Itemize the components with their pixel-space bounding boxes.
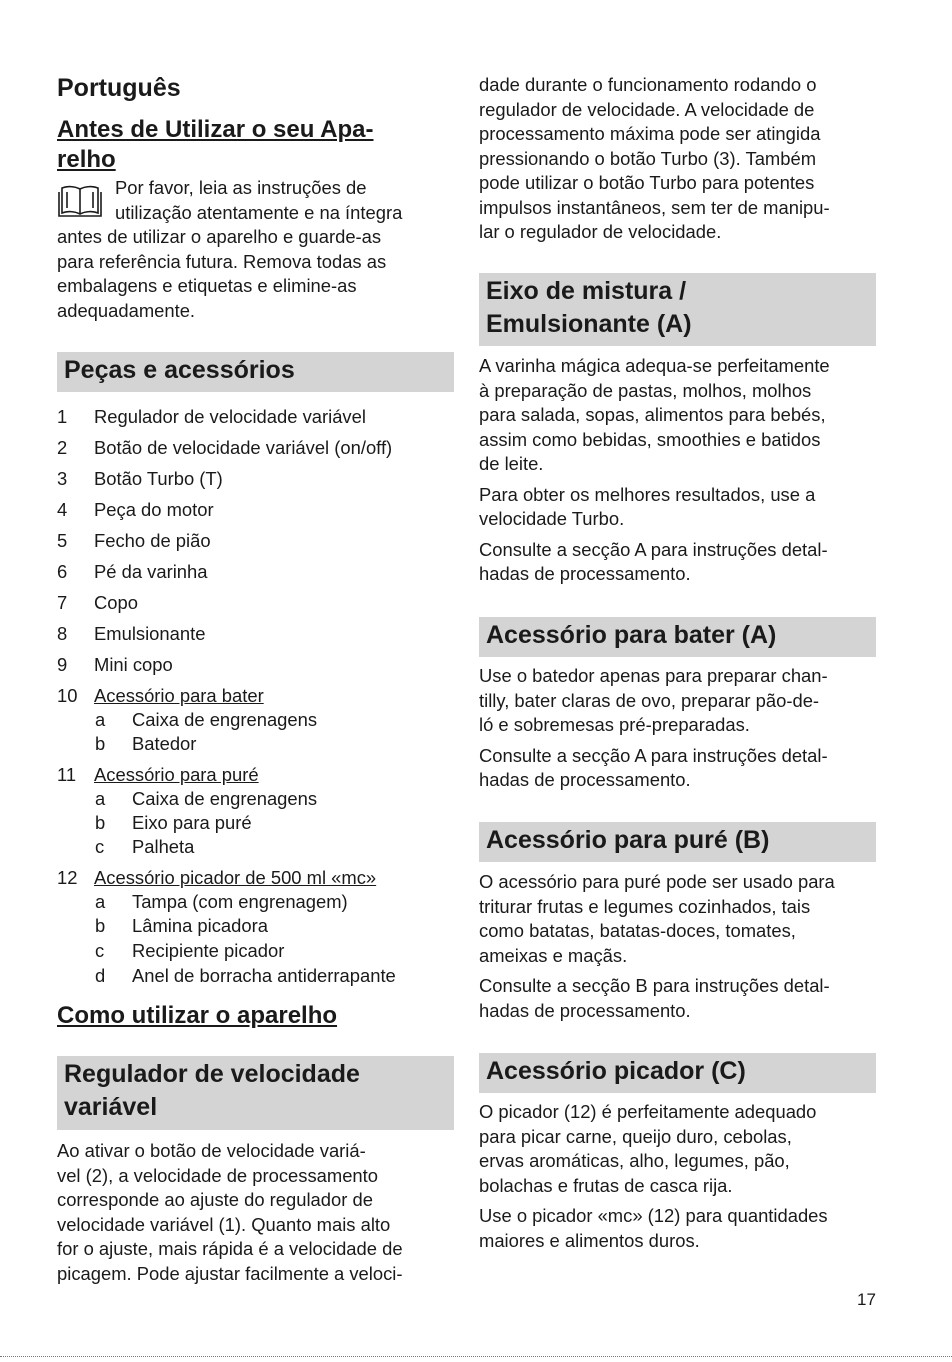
puree-heading: Acessório para puré (B) [479, 822, 876, 862]
page-number: 17 [857, 1290, 876, 1309]
whisk-text: Use o batedor apenas para preparar chan- tilly, bater claras de ovo, preparar pão-de- ló e sobremesas pré-preparadas. Consulte a secção A para instruções detal- hadas de processamento. [479, 665, 828, 790]
speed-text-continued: dade durante o funcionamento rodando o regulador de velocidade. A velocidade de processamento máxima pode ser atingida pressionando o botão Turbo (3). Também pode utilizar o botão Turbo para potentes impulsos instantâneos, sem ter de manipu- lar o regulador de velocidade. [479, 74, 830, 242]
page-bottom-divider [0, 1356, 952, 1357]
whisk-heading: Acessório para bater (A) [479, 617, 876, 657]
before-use-heading: Antes de Utilizar o seu Apa- relho [57, 116, 374, 173]
mix-heading: Eixo de mistura / Emulsionante (A) [479, 273, 876, 346]
speed-heading: Regulador de velocidade variável [57, 1056, 454, 1130]
parts-heading: Peças e acessórios [57, 352, 454, 392]
language-title: Português [57, 74, 181, 102]
book-icon [57, 183, 103, 217]
speed-text: Ao ativar o botão de velocidade variá- vel (2), a velocidade de processamento corresponde ao ajuste do regulador de velocidade variável (1). Quanto mais alto for o ajuste, mais rápida é a velocidade de picagem. Pode ajustar facilmente a veloci- [57, 1140, 403, 1284]
puree-text: O acessório para puré pode ser usado para triturar frutas e legumes cozinhados, tais como batatas, batatas-doces, tomates, ameixas e maçãs. Consulte a secção B para instruções detal- hadas de processamento. [479, 871, 835, 1021]
mix-text: A varinha mágica adequa-se perfeitamente à preparação de pastas, molhos, molhos para salada, sopas, alimentos para bebés, assim como bebidas, smoothies e batidos de leite. Para obter os melhores resultados, use a velocidade Turbo. Consulte a secção A para instruções detal- hadas de processamento. [479, 355, 830, 584]
how-to-heading: Como utilizar o aparelho [57, 1002, 338, 1029]
chopper-text: O picador (12) é perfeitamente adequado para picar carne, queijo duro, cebolas, ervas aromáticas, alho, legumes, pão, bolachas e frutas de casca rija. Use o picador «mc» (12) para quantidades maiores e alimentos duros. [479, 1101, 828, 1251]
chopper-heading: Acessório picador (C) [479, 1053, 876, 1093]
intro-text: antes de utilizar o aparelho e guarde-as para referência futura. Remova todas as embalagens e etiquetas e elimine-as adequadamente. [57, 226, 387, 321]
intro-text-indented: Por favor, leia as instruções de utilização atentamente e na íntegra [115, 177, 403, 223]
parts-list: 1 Regulador de velocidade variável 2 Botão de velocidade variável (on/off) 3 Botão Turbo (T) 4 Peça do motor 5 Fecho de pião 6 Pé da varinha 7 Copo 8 Emulsionante 9 Mini copo 10 Acessório para bater a Caixa de engrenagens b Batedor 11 Acessório para puré a Caixa de engrenagens b Eixo para puré c Palheta 12 Acessório picador de 500 ml «mc» a Tampa (com engrenagem) b Lâmina picadora c Recipiente picador d Anel de borracha antiderrapante [57, 406, 396, 986]
